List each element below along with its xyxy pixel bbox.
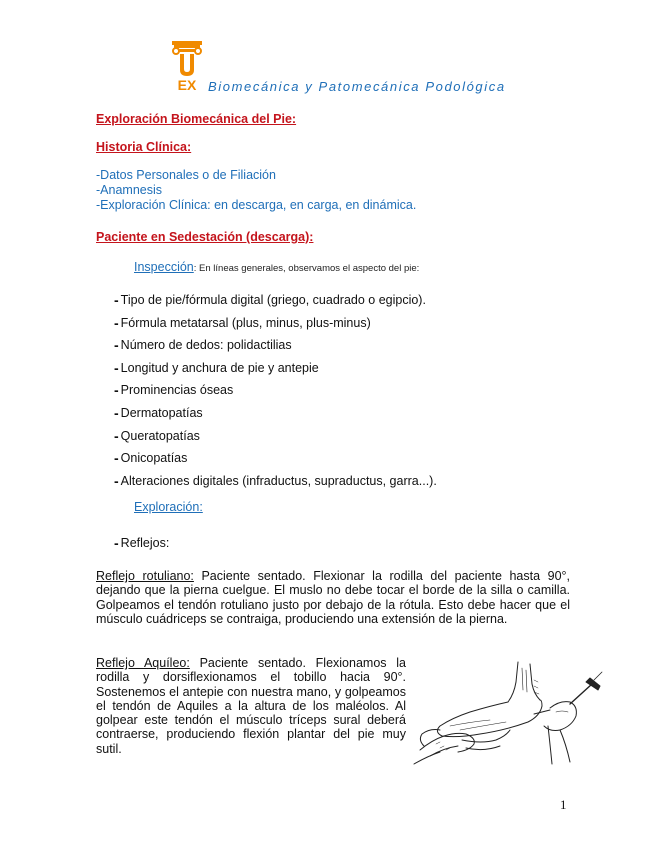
reflejos-item: - Reflejos: <box>114 535 170 551</box>
historia-item: -Exploración Clínica: en descarga, en carga, en dinámica. <box>96 198 417 212</box>
dash-bullet-icon: - <box>114 292 119 308</box>
dash-bullet-icon: - <box>114 382 119 399</box>
list-item: - Queratopatías <box>114 427 200 444</box>
inspeccion-label: Inspección <box>134 260 194 274</box>
dash-bullet-icon: - <box>114 359 119 376</box>
list-item: - Dermatopatías <box>114 404 203 421</box>
list-item: - Número de dedos: polidactilias <box>114 337 292 354</box>
list-item: - Fórmula metatarsal (plus, minus, plus-minus) <box>114 314 371 331</box>
university-logo <box>170 40 204 92</box>
list-item: - Onicopatías <box>114 450 188 467</box>
reflejo-aquileo-lead: Reflejo Aquíleo: <box>96 656 190 670</box>
logo-letters: EX <box>177 77 197 92</box>
list-item: - Prominencias óseas <box>114 382 234 399</box>
historia-item: -Anamnesis <box>96 183 162 197</box>
page-number: 1 <box>560 797 567 812</box>
historia-heading: Historia Clínica: <box>96 140 192 154</box>
inspeccion-description: : En líneas generales, observamos el aspecto del pie: <box>193 263 420 274</box>
reflejo-rotuliano-paragraph: Reflejo rotuliano: Paciente sentado. Flexionar la rodilla del paciente hasta 90°, dejando que la pierna cuelgue. El muslo no debe tocar el borde de la silla o camilla. Golpeamos el tendón rotuliano justo por debajo de la rótula. Esto debe hacer que el músculo cuádriceps se contraiga, produciendo una extensión de la pierna. <box>96 569 570 626</box>
header-title: Biomecánica y Patomecánica Podológica <box>208 79 506 94</box>
historia-item: -Datos Personales o de Filiación <box>96 168 276 182</box>
dash-bullet-icon: - <box>114 337 119 354</box>
exploracion-label: Exploración: <box>134 500 203 514</box>
dash-bullet-icon: - <box>114 472 119 489</box>
dash-bullet-icon: - <box>114 427 119 444</box>
inspeccion-line <box>134 258 419 276</box>
list-item: - Longitud y anchura de pie y antepie <box>114 359 319 376</box>
list-item: - Alteraciones digitales (infraductus, supraductus, garra...). <box>114 472 437 489</box>
section-title: Exploración Biomecánica del Pie: <box>96 112 297 126</box>
dash-bullet-icon: - <box>114 314 119 331</box>
inspection-bullet-list <box>114 293 437 496</box>
dash-bullet-icon: - <box>114 450 119 467</box>
dash-bullet-icon: - <box>114 535 119 551</box>
achilles-reflex-illustration <box>410 660 610 770</box>
list-item: - Tipo de pie/fórmula digital (griego, cuadrado o egipcio). <box>114 292 426 308</box>
reflejo-rotuliano-lead: Reflejo rotuliano: <box>96 569 194 583</box>
sedestacion-heading: Paciente en Sedestación (descarga): <box>96 230 314 244</box>
dash-bullet-icon: - <box>114 404 119 421</box>
reflejo-aquileo-paragraph: Reflejo Aquíleo: Paciente sentado. Flexionamos la rodilla y dorsiflexionamos el tobillo hacia 90°. Sostenemos el antepie con nuestra mano, y golpeamos el tendón de Aquiles a la altura de los maléolos. Al golpear este tendón el músculo tríceps sural deberá contraerse, produciendo flexión plantar del pie muy sutil. <box>96 656 407 756</box>
historia-list <box>96 168 416 213</box>
